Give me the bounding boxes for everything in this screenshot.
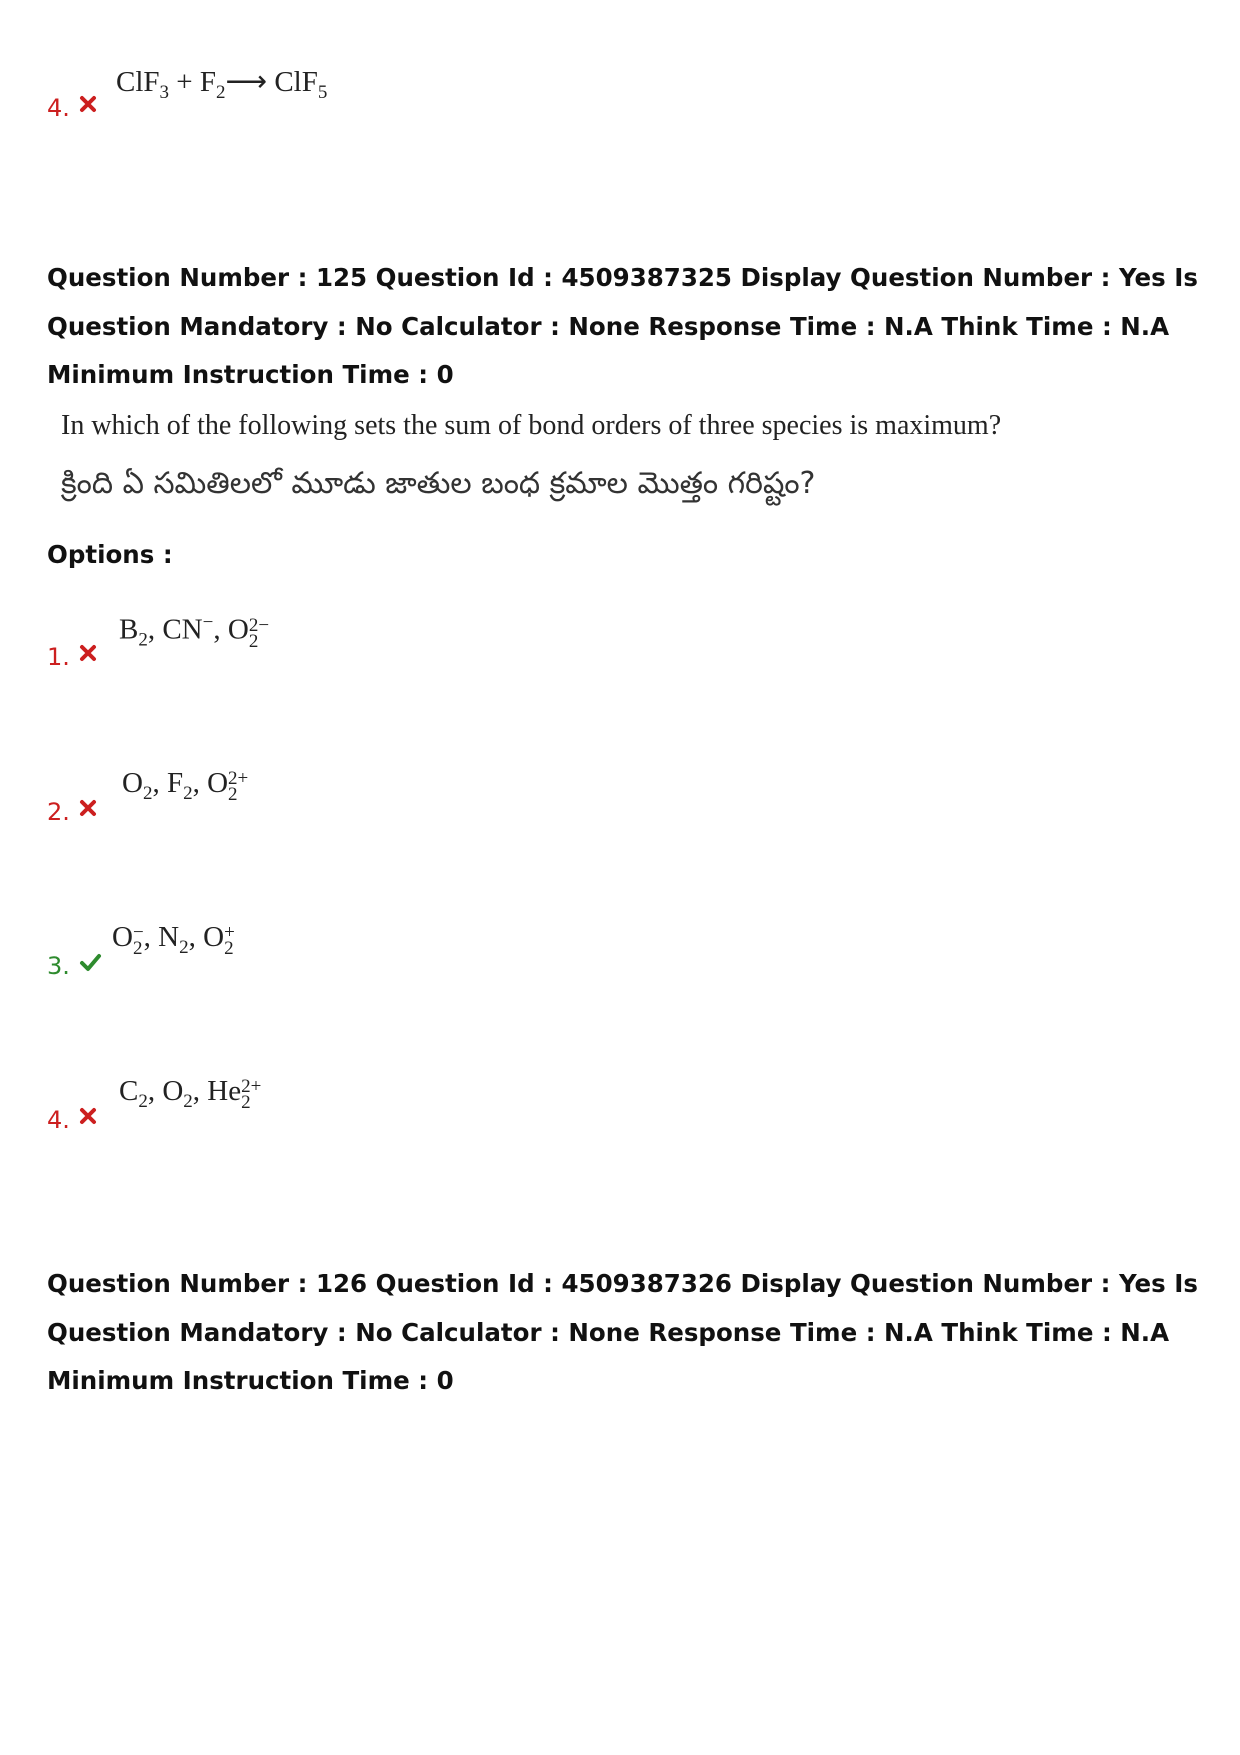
cross-icon <box>78 798 98 818</box>
option-number: 3. <box>47 952 70 980</box>
option-4[interactable] <box>47 1108 98 1132</box>
option-number: 4. <box>47 1106 70 1134</box>
option-2[interactable] <box>47 800 98 824</box>
option-2-formula: $O_2$, $F_2$, O 2+ 2 <box>122 767 249 806</box>
option-4-formula: $C_2$, $O_2$, He 2+ 2 <box>119 1075 262 1114</box>
option-number: 1. <box>47 643 70 671</box>
question-126-meta: Question Number : 126 Question Id : 4509387326 Display Question Number : Yes Is Question Mandatory : No Calculator : None Response Time : N.A Think Time : N.A Minimum Instruction Time : 0 <box>47 1269 1198 1395</box>
option-3-formula: O − 2 , $N_2$, O + 2 <box>112 921 235 960</box>
question-text-telugu: క్రింది ఏ సమితిలలో మూడు జాతుల బంధ క్రమాల మొత్తం గరిష్టం? <box>61 466 816 501</box>
check-icon <box>78 952 102 972</box>
option-1[interactable] <box>47 645 98 669</box>
cross-icon <box>78 1106 98 1126</box>
option-number: 2. <box>47 798 70 826</box>
question-125-meta: Question Number : 125 Question Id : 4509387325 Display Question Number : Yes Is Question Mandatory : No Calculator : None Response Time : N.A Think Time : N.A Minimum Instruction Time : 0 <box>47 263 1198 389</box>
cross-icon <box>78 643 98 663</box>
prev-option-4 <box>47 96 98 120</box>
option-1-formula: $B_2$, CN−, O 2− 2 <box>119 612 270 652</box>
prev-option-4-formula: $ClF_3 + F_2⟶$ ClF$_5$ <box>116 66 328 103</box>
question-text-english: In which of the following sets the sum of bond orders of three species is maximum? <box>61 410 1002 441</box>
option-3[interactable] <box>47 954 102 978</box>
cross-icon <box>78 94 98 114</box>
option-number: 4. <box>47 94 70 122</box>
options-label: Options : <box>47 540 173 569</box>
